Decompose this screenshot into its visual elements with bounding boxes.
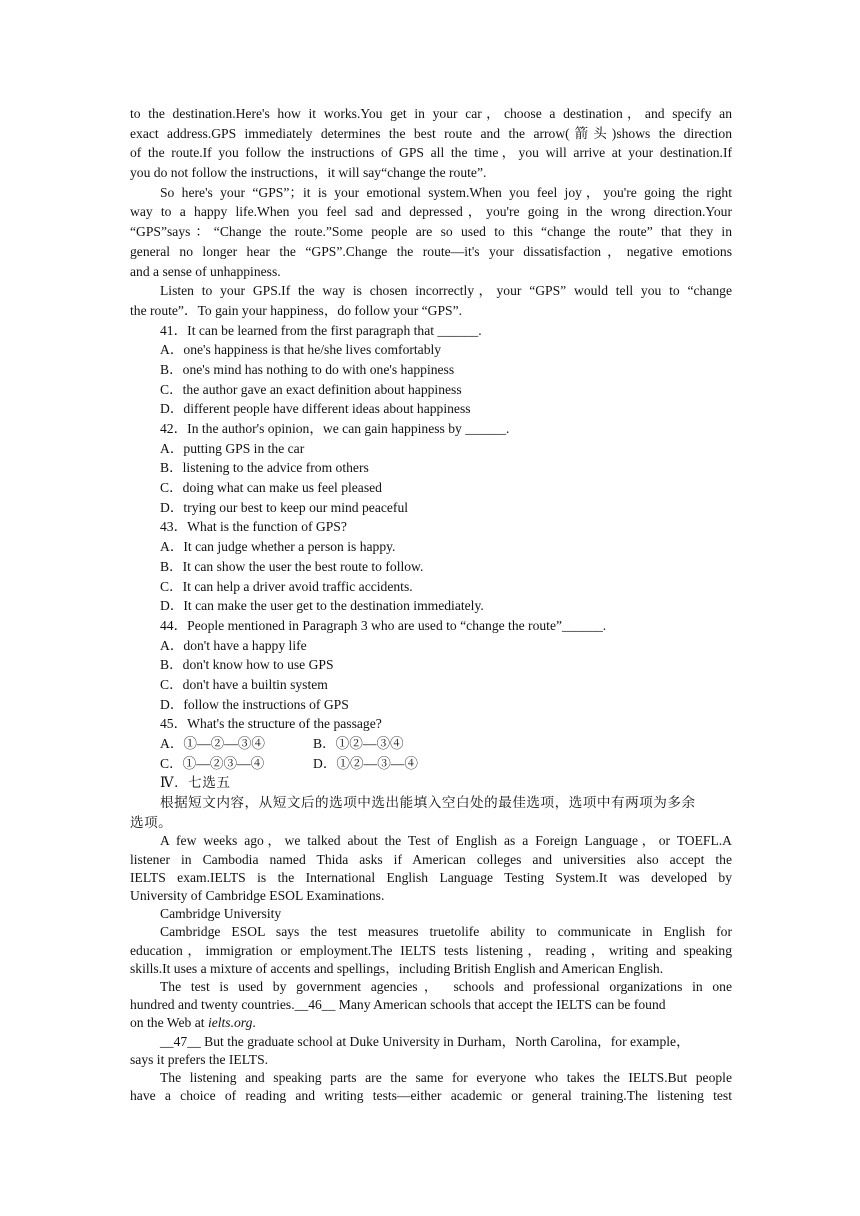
- passage-paragraph-destination: [130, 104, 732, 183]
- text-line: says it prefers the IELTS.: [130, 1051, 269, 1067]
- text-line: listener in Cambodia named Thida asks if American colleges and universities also accept the: [130, 851, 732, 867]
- answer-option: B．It can show the user the best route to follow.: [160, 558, 424, 574]
- website-link: ielts.org: [207, 1015, 253, 1031]
- text-line: 根据短文内容，从短文后的选项中选出能填入空白处的最佳选项，选项中有两项为多余: [160, 795, 696, 811]
- passage-paragraph-toefl: [130, 832, 732, 905]
- text-line: the route”．To gain your happiness，do follow your “GPS”.: [130, 302, 463, 318]
- text-line: A few weeks ago，we talked about the Test of English as a Foreign Language，or TOEFL.A: [160, 833, 732, 849]
- passage-paragraph-gps: [130, 183, 732, 281]
- passage-2: [130, 832, 732, 1105]
- text-run: on the Web at: [130, 1015, 208, 1031]
- question-43: [130, 517, 732, 615]
- text-line: you do not follow the instructions，it will say“change the route”.: [130, 165, 487, 181]
- answer-option: C．the author gave an exact definition about happiness: [160, 381, 462, 397]
- text-run: .: [252, 1015, 256, 1031]
- answer-option-row: [130, 734, 732, 754]
- answer-option: D．follow the instructions of GPS: [160, 696, 349, 712]
- text-line: University of Cambridge ESOL Examinations.: [130, 888, 385, 903]
- passage-paragraph-esol: [130, 923, 732, 978]
- question-stem: 43．What is the function of GPS?: [160, 519, 347, 535]
- answer-option: C．It can help a driver avoid traffic accidents.: [160, 578, 413, 594]
- text-line: have a choice of reading and writing tests—either academic or general training.The listening test: [130, 1088, 732, 1104]
- answer-option: A．①—②—③④: [160, 736, 265, 751]
- answer-option: C．doing what can make us feel pleased: [160, 480, 382, 496]
- blank-46: __46__: [294, 997, 336, 1013]
- question-stem: 41．It can be learned from the first paragraph that ______.: [160, 322, 482, 338]
- answer-option: C．don't have a builtin system: [160, 676, 328, 692]
- answer-option: B．don't know how to use GPS: [160, 657, 334, 673]
- text-run: But the graduate school at Duke University in Durham，North Carolina，for example，: [200, 1033, 690, 1049]
- text-line: IELTS exam.IELTS is the International English Language Testing System.It was developed by: [130, 869, 732, 885]
- question-stem: 42．In the author's opinion，we can gain happiness by ______.: [160, 421, 510, 436]
- text-line: Cambridge ESOL says the test measures truetolife ability to communicate in English for: [160, 924, 732, 940]
- text-line: of the route.If you follow the instructions of GPS all the time，you will arrive at your destination.If: [130, 145, 732, 161]
- answer-option: B．one's mind has nothing to do with one's happiness: [160, 361, 455, 377]
- answer-option: D．It can make the user get to the destination immediately.: [160, 598, 484, 614]
- answer-option: A．one's happiness is that he/she lives comfortably: [160, 342, 442, 358]
- text-line: and a sense of unhappiness.: [130, 263, 281, 279]
- passage-paragraph-usage: [130, 978, 732, 1033]
- answer-option: D．trying our best to keep our mind peaceful: [160, 499, 409, 515]
- subheading: Cambridge University: [160, 906, 282, 922]
- text-line: education，immigration or employment.The IELTS tests listening，reading，writing and speaking: [130, 942, 732, 958]
- text-line: Listen to your GPS.If the way is chosen incorrectly，your “GPS” would tell you to “change: [160, 283, 732, 299]
- question-stem: 44．People mentioned in Paragraph 3 who are used to “change the route”______.: [160, 617, 607, 633]
- text-run: Many American schools that accept the IELTS can be found: [335, 997, 666, 1013]
- text-line: skills.It uses a mixture of accents and spellings，including British English and American English.: [130, 960, 664, 976]
- text-line: [130, 1014, 732, 1032]
- section-heading: Ⅳ．七选五: [160, 775, 231, 791]
- text-run: hundred and twenty countries.: [130, 997, 295, 1013]
- answer-option: D．①②—③—④: [313, 755, 418, 771]
- question-42: [130, 419, 732, 517]
- answer-option: A．don't have a happy life: [160, 637, 307, 653]
- text-line: to the destination.Here's how it works.You get in your car，choose a destination，and specify an: [130, 106, 732, 121]
- blank-47: __47__: [160, 1033, 201, 1049]
- text-line: The listening and speaking parts are the same for everyone who takes the IELTS.But people: [160, 1069, 732, 1085]
- answer-option-row: [130, 754, 732, 774]
- document-page: [130, 104, 732, 1105]
- passage-paragraph-listen: [130, 281, 732, 320]
- question-45: [130, 714, 732, 773]
- text-line: way to a happy life.When you feel sad and depressed，you're going in the wrong direction.Your: [130, 204, 732, 220]
- question-41: [130, 321, 732, 419]
- passage-paragraph-parts: [130, 1069, 732, 1105]
- answer-option: C．①—②③—④: [160, 755, 265, 771]
- text-line: [130, 996, 732, 1014]
- question-44: [130, 616, 732, 714]
- text-line: general no longer hear the “GPS”.Change the route—it's your dissatisfaction，negative emotions: [130, 243, 732, 259]
- passage-paragraph-duke: [130, 1033, 732, 1069]
- question-stem: 45．What's the structure of the passage?: [160, 716, 382, 732]
- text-line: [130, 1033, 732, 1051]
- answer-option: A．putting GPS in the car: [160, 440, 305, 456]
- text-line: exact address.GPS immediately determines the best route and the arrow(箭头)shows the direction: [130, 125, 732, 141]
- answer-option: A．It can judge whether a person is happy.: [160, 539, 396, 555]
- answer-option: B．①②—③④: [313, 736, 404, 751]
- answer-option: D．different people have different ideas about happiness: [160, 401, 471, 417]
- text-line: The test is used by government agencies， schools and professional organizations in one: [160, 978, 732, 994]
- text-line: 选项。: [130, 814, 173, 830]
- text-line: “GPS”says：“Change the route.”Some people are so used to this “change the route” that they in: [130, 224, 732, 240]
- text-line: So here's your “GPS”；it is your emotional system.When you feel joy，you're going the right: [160, 184, 732, 200]
- answer-option: B．listening to the advice from others: [160, 460, 369, 476]
- section-instruction: [130, 793, 732, 832]
